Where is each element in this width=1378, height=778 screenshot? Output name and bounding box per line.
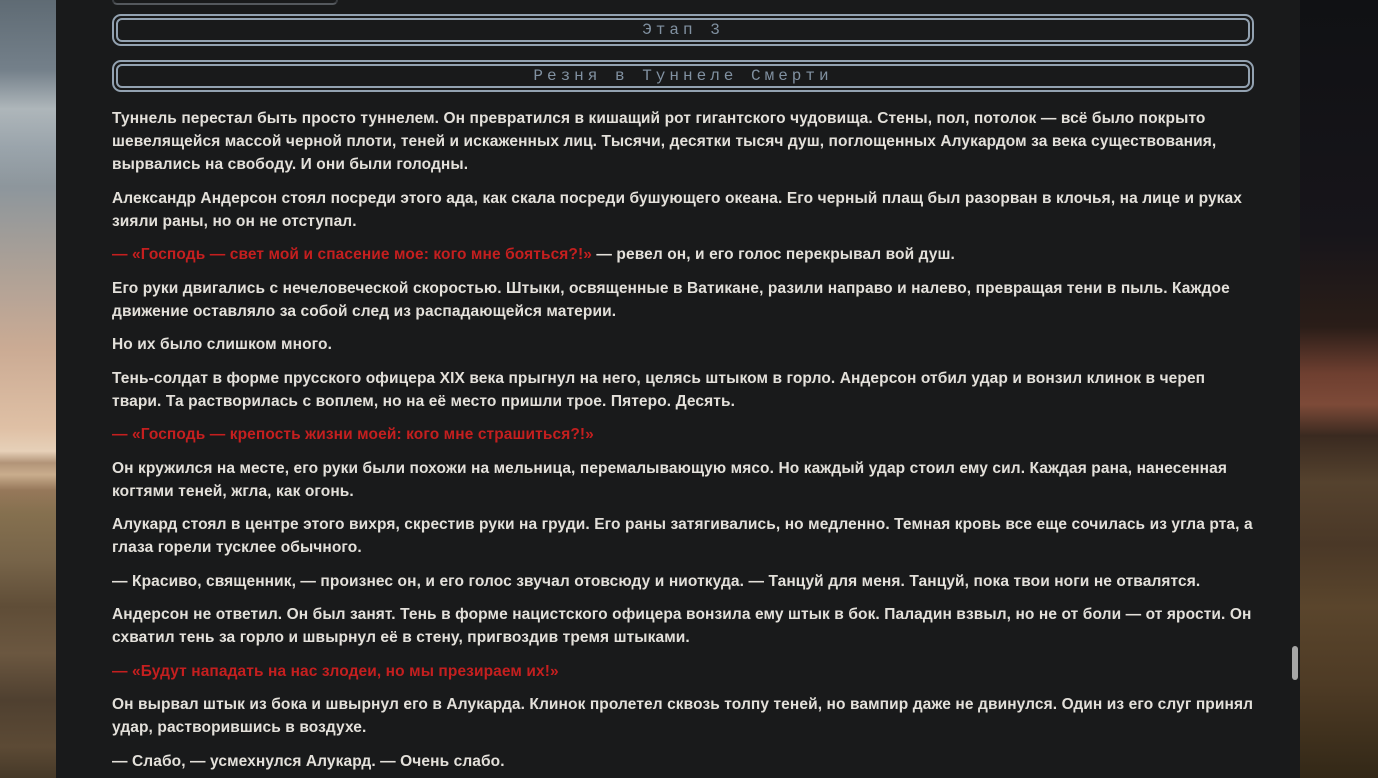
stage-header-inner-frame	[116, 18, 1250, 42]
chapter-header-inner-frame	[116, 64, 1250, 88]
narrative-text: Он кружился на месте, его руки были похожи на мельница, перемалывающую мясо. Но каждый удар стоил ему сил. Каждая рана, нанесенная когтями теней, жгла, как огонь.	[112, 459, 1227, 500]
stage-header-box	[112, 14, 1254, 46]
story-paragraph	[112, 603, 1254, 649]
story-paragraph	[112, 333, 1254, 356]
chapter-header-box	[112, 60, 1254, 92]
scripture-quote: — «Господь — свет мой и спасение мое: кого мне бояться?!»	[112, 246, 592, 263]
stage-title: Этап 3	[642, 21, 724, 39]
story-paragraph	[112, 277, 1254, 323]
story-page	[56, 0, 1300, 778]
story-paragraph	[112, 107, 1254, 176]
scrollbar-thumb[interactable]	[1292, 646, 1298, 680]
scrollbar-track[interactable]	[1289, 0, 1300, 778]
story-paragraph	[112, 187, 1254, 233]
narrative-text: Андерсон не ответил. Он был занят. Тень в форме нацистского офицера вонзила ему штык в бок. Паладин взвыл, но не от боли — от ярости. Он схватил тень за горло и швырнул её в стену, пригвоздив тремя штыками.	[112, 606, 1252, 646]
story-paragraph	[112, 423, 1254, 446]
narrative-text: Туннель перестал быть просто туннелем. Он превратился в кишащий рот гигантского чудовища. Стены, пол, потолок — всё было покрыто шевелящейся массой черной плоти, теней и искаженных лиц. Тысячи, десятки тысяч душ, поглощенных Алукардом за века существования, вырвались на свободу. И они были голодны.	[112, 110, 1217, 173]
story-paragraph	[112, 693, 1254, 739]
story-paragraph	[112, 457, 1254, 503]
story-paragraph	[112, 750, 1254, 773]
narrative-text: Но их было слишком много.	[112, 336, 332, 353]
narrative-text: Александр Андерсон стоял посреди этого ада, как скала посреди бушующего океана. Его черный плащ был разорван в клочья, на лице и руках зияли раны, но он не отступал.	[112, 189, 1242, 230]
narrative-text: — Слабо, — усмехнулся Алукард. — Очень слабо.	[112, 752, 505, 770]
story-paragraph	[112, 513, 1254, 559]
narrative-text: Тень-солдат в форме прусского офицера XIX века прыгнул на него, целясь штыком в горло. Андерсон отбил удар и вонзил клинок в череп твари. Та растворилась с воплем, но на её место пришли трое. Пятеро. Десять.	[112, 369, 1206, 410]
narrative-text: Алукард стоял в центре этого вихря, скрестив руки на груди. Его раны затягивались, но медленно. Темная кровь все еще сочилась из угла рта, а глаза горели тусклее обычного.	[112, 516, 1253, 556]
background-photo-right	[1300, 0, 1378, 778]
chapter-title: Резня в Туннеле Смерти	[533, 67, 833, 85]
narrative-text: Он вырвал штык из бока и швырнул его в Алукарда. Клинок пролетел сквозь толпу теней, но вампир даже не двинулся. Один из его слуг принял удар, растворившись в воздухе.	[112, 696, 1254, 736]
story-paragraph	[112, 660, 1254, 683]
scripture-quote: — «Господь — крепость жизни моей: кого мне страшиться?!»	[112, 426, 594, 443]
story-paragraph	[112, 570, 1254, 593]
narrative-text: Его руки двигались с нечеловеческой скоростью. Штыки, освященные в Ватикане, разили направо и налево, превращая тени в пыль. Каждое движение оставляло за собой след из распадающейся материи.	[112, 279, 1230, 320]
background-photo-left	[0, 0, 56, 778]
story-paragraph	[112, 243, 1254, 266]
story-paragraph	[112, 367, 1254, 413]
content-column	[112, 0, 1254, 773]
narrative-text: — Красиво, священник, — произнес он, и его голос звучал отовсюду и ниоткуда. — Танцуй для меня. Танцуй, пока твои ноги не отвалятся.	[112, 572, 1201, 590]
narrative-text: — ревел он, и его голос перекрывал вой душ.	[592, 246, 955, 263]
story-text	[112, 106, 1254, 773]
scripture-quote: — «Будут нападать на нас злодеи, но мы презираем их!»	[112, 662, 559, 680]
